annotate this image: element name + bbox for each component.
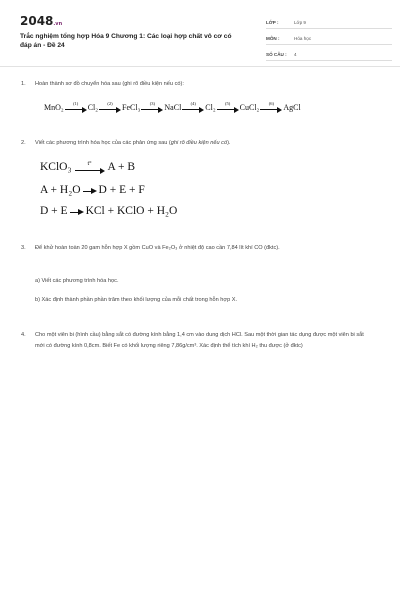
chain-species: NaCl: [164, 103, 182, 112]
equation-left: A + H₂O: [40, 184, 81, 196]
question-subpart: b) Xác định thành phần phần trăm theo khối lượng của mỗi chất trong hỗn hợp X.: [35, 297, 238, 303]
reaction-arrow: [182, 101, 204, 112]
chain-species: Cl₂: [87, 103, 99, 112]
reaction-condition: t°: [87, 161, 92, 167]
chain-species: MnO₂: [44, 103, 64, 112]
meta-row-count: [266, 48, 392, 61]
equation-3: [40, 202, 177, 221]
question-text-part: ).: [227, 140, 231, 146]
meta-value: Lớp 9: [294, 19, 306, 25]
question-text: [35, 138, 373, 149]
meta-label: MÔN :: [266, 35, 280, 41]
step-label: (6): [268, 101, 274, 106]
question-text: Cho một viên bi (hình cầu) bằng sắt có đường kính bằng 1,4 cm vào dung dịch HCl. Sau một thời gian tác dụng được một viên bi sắt mới có đường kính 0,8cm. Biết Fe có khối lượng riêng 7,86g/cm³. Xác định thể tích khí H₂ thu được (ở đktc): [35, 332, 364, 349]
logo-text: 2048: [20, 14, 54, 28]
equation-2: [40, 181, 145, 200]
site-logo[interactable]: [20, 14, 62, 28]
reaction-arrow: [75, 162, 105, 173]
question-text: Hoàn thành sơ đồ chuyển hóa sau (ghi rõ điều kiện nếu có):: [35, 81, 184, 87]
chain-species: Cl₂: [205, 103, 216, 112]
question-number: 4.: [21, 332, 26, 338]
reaction-arrow: [70, 208, 84, 216]
question-text-italic: ghi rõ điều kiện nếu có: [170, 140, 228, 146]
chain-species: FeCl₃: [122, 103, 141, 112]
question-text-part: Viết các phương trình hóa học của các phản ứng sau (: [35, 140, 171, 146]
step-label: (2): [107, 101, 113, 106]
meta-label: SỐ CÂU :: [266, 51, 287, 57]
equation-right: D + E + F: [98, 184, 145, 196]
meta-row-class: [266, 16, 392, 29]
chain-species: AgCl: [283, 103, 301, 112]
question-text: Để khử hoàn toàn 20 gam hỗn hợp X gồm CuO và Fe₂O₃ ở nhiệt độ cao cần 7,84 lít khí CO (đktc).: [35, 245, 280, 251]
header-divider: [0, 66, 400, 67]
reaction-arrow: [83, 187, 97, 195]
meta-label: LỚP :: [266, 19, 279, 25]
equation-left: D + E: [40, 205, 68, 217]
equation-1: [40, 158, 135, 177]
step-label: (1): [73, 101, 79, 106]
equation-right: KCl + KClO + H₂O: [85, 205, 178, 217]
question-number: 1.: [21, 81, 26, 87]
document-header: [14, 0, 386, 62]
step-label: (4): [190, 101, 196, 106]
question-number: 3.: [21, 245, 26, 251]
document-title: Trắc nghiệm tổng hợp Hóa 9 Chương 1: Các loại hợp chất vô cơ có đáp án - Đề 24: [20, 33, 232, 49]
reaction-arrow: [65, 101, 87, 112]
equation-right: A + B: [107, 161, 136, 173]
conversion-chain: [44, 101, 301, 112]
question-number: 2.: [21, 140, 26, 146]
reaction-arrow: [99, 101, 121, 112]
meta-value: Hóa học: [294, 35, 312, 41]
question-subpart: a) Viết các phương trình hóa học.: [35, 278, 119, 284]
logo-tld: .vn: [53, 21, 63, 27]
meta-value: 4: [294, 51, 297, 57]
meta-row-subject: [266, 32, 392, 45]
chain-species: CuCl₂: [239, 103, 260, 112]
reaction-arrow: [217, 101, 239, 112]
step-label: (5): [225, 101, 231, 106]
reaction-arrow: [260, 101, 282, 112]
equation-left: KClO₃: [40, 161, 72, 173]
reaction-arrow: [141, 101, 163, 112]
step-label: (3): [149, 101, 156, 106]
meta-info: [266, 16, 392, 61]
